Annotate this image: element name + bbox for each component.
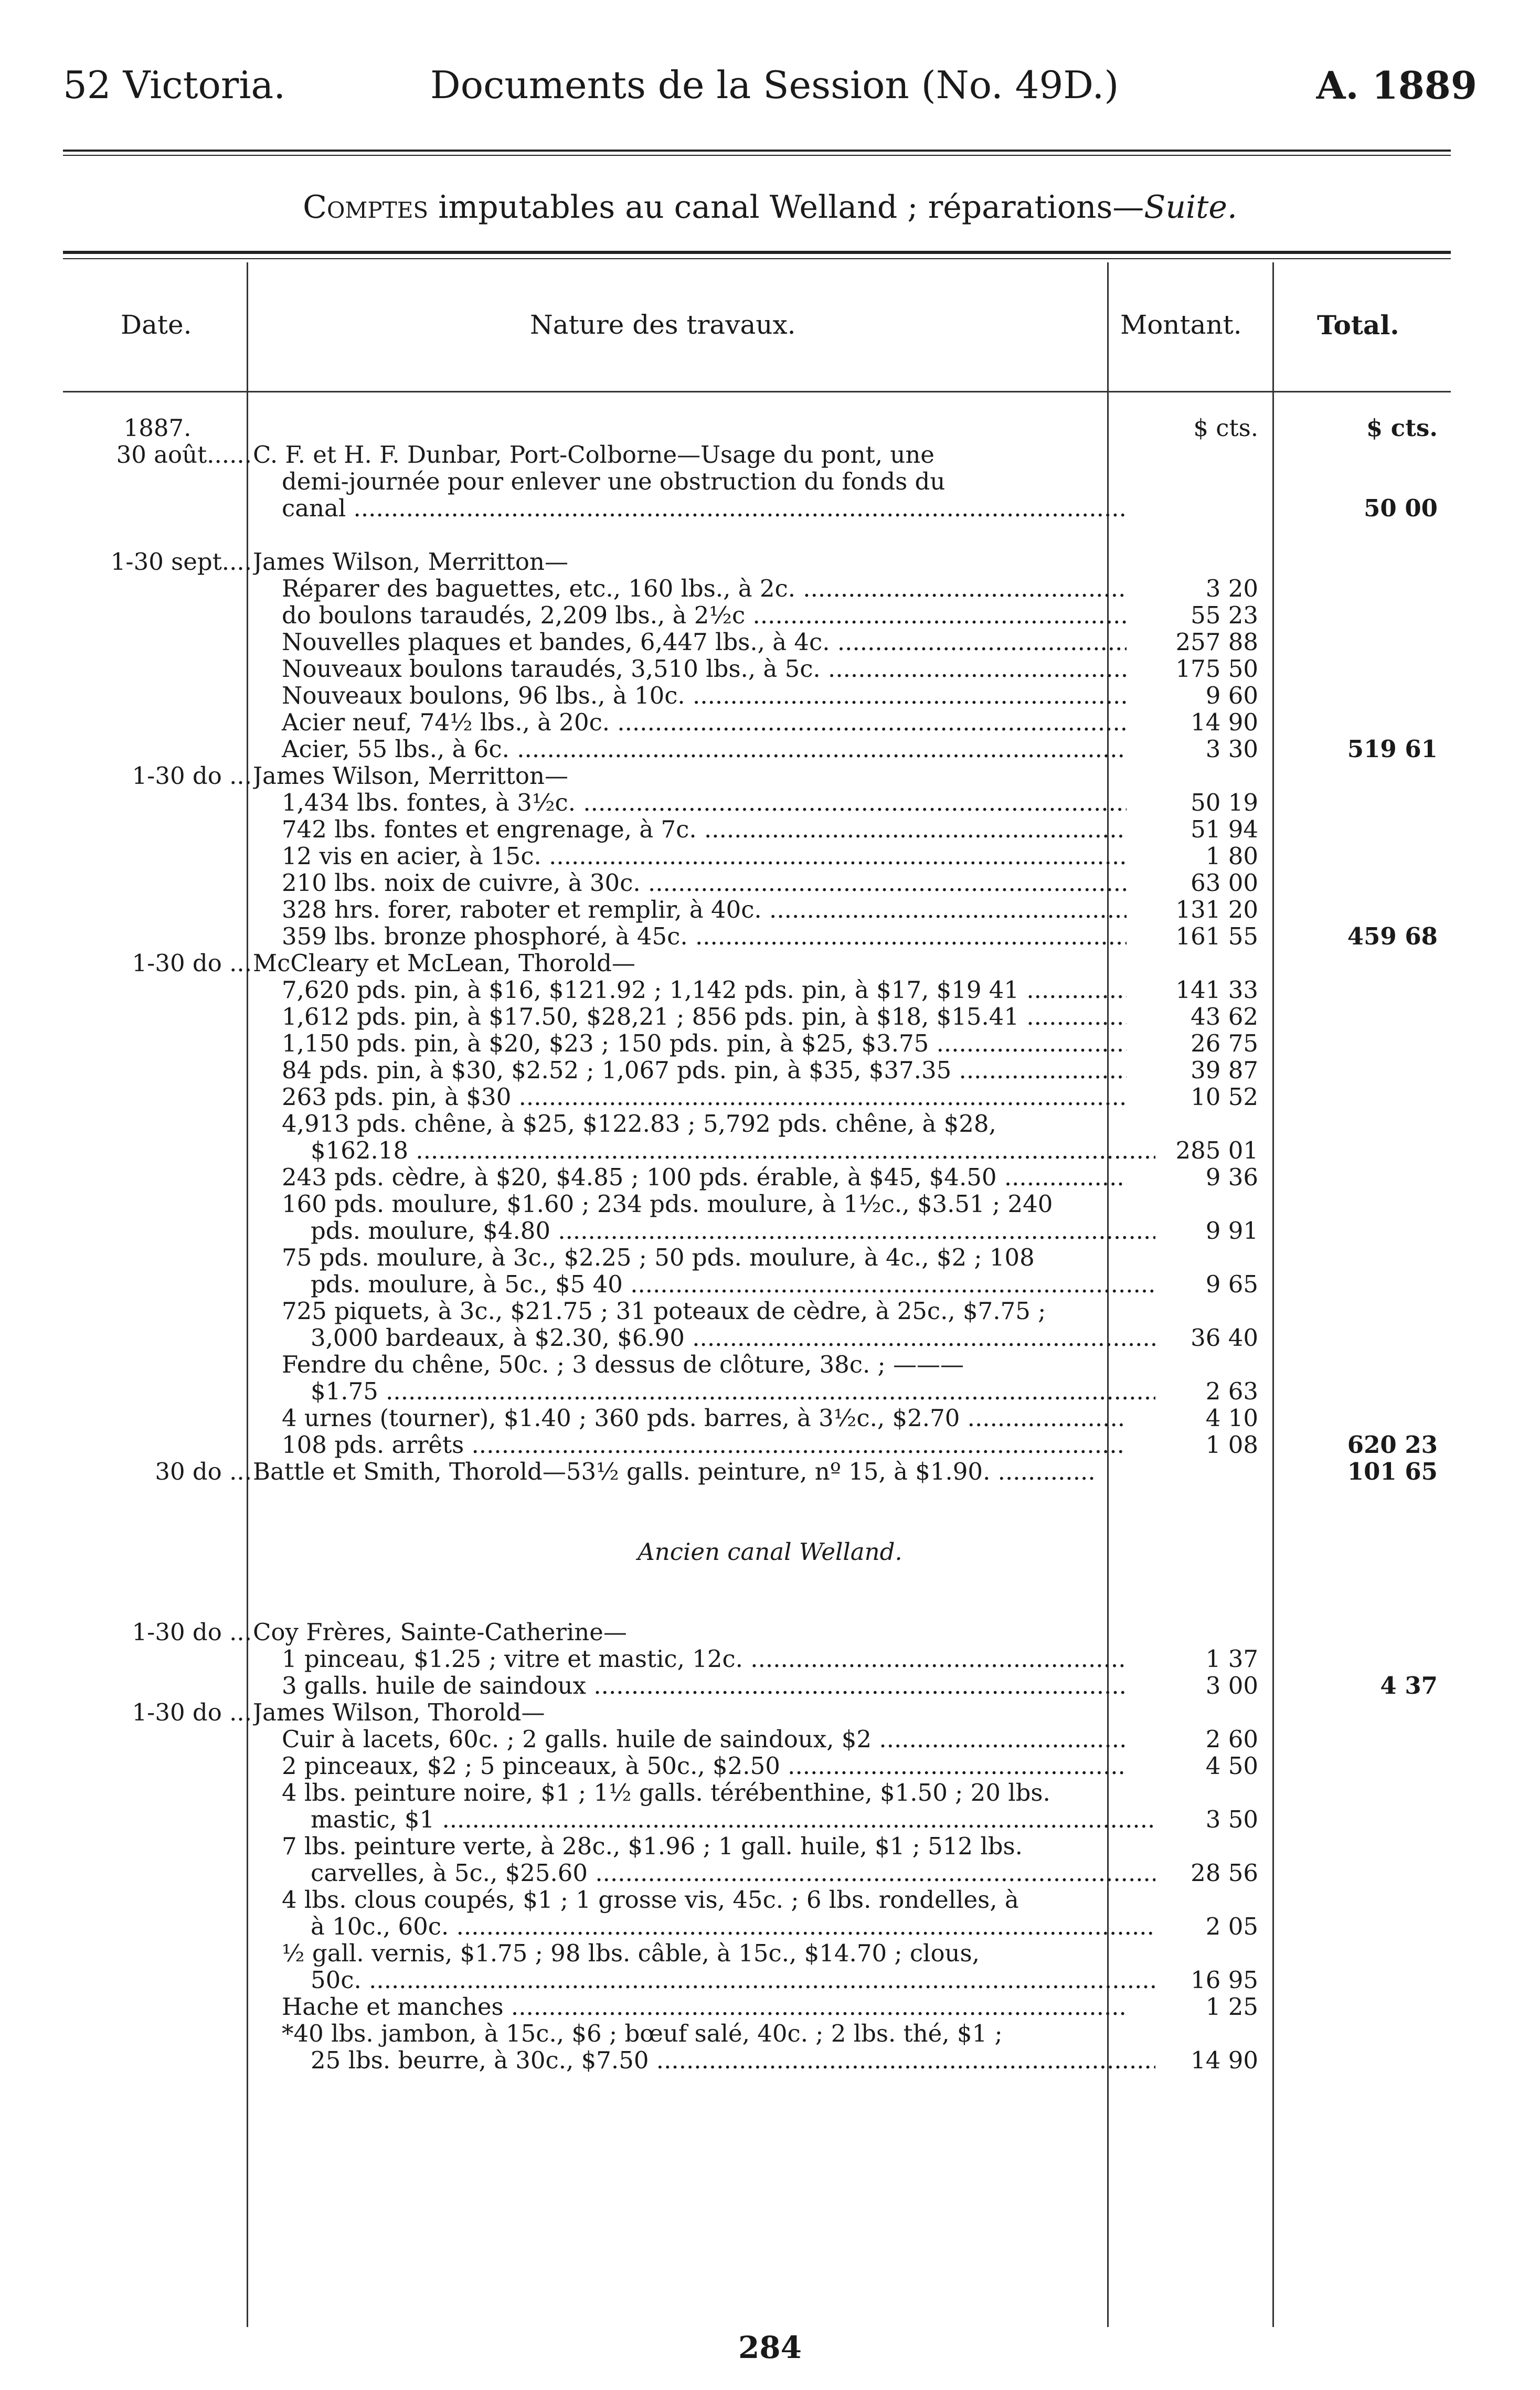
entry-amount: 9 65	[1205, 1270, 1258, 1298]
table-row	[0, 1405, 1540, 1431]
entry-description: Nouveaux boulons, 96 lbs., à 10c. .....	[253, 682, 1127, 709]
header-right: A. 1889	[1316, 63, 1477, 108]
table-row	[0, 441, 1540, 468]
entry-description: 25 lbs. beurre, à 30c., $7.50 .....	[253, 2047, 1155, 2074]
table-row	[0, 629, 1540, 655]
entry-description: 4 lbs. peinture noire, $1 ; 1½ galls. térébenthine, $1.50 ; 20 lbs.	[282, 1779, 1050, 1806]
table-row	[0, 495, 1540, 522]
entry-description: 108 pds. arrêts .....	[253, 1431, 1127, 1458]
column-header-nature: Nature des travaux.	[530, 310, 796, 340]
table-row	[0, 2020, 1540, 2047]
table-row	[0, 1619, 1540, 1645]
table-row	[0, 548, 1540, 575]
entry-description: Fendre du chêne, 50c. ; 3 dessus de clôture, 38c. ; ———	[282, 1351, 964, 1378]
table-row	[0, 1699, 1540, 1726]
table-row	[0, 1833, 1540, 1860]
table-row	[0, 1324, 1540, 1351]
year-label: 1887.	[123, 414, 192, 442]
entry-amount: 161 55	[1175, 922, 1258, 950]
entry-description: James Wilson, Thorold—	[253, 1699, 545, 1726]
spacer	[0, 522, 1540, 548]
entry-description: 328 hrs. forer, raboter et remplir, à 40c. .....	[253, 896, 1127, 923]
entry-description: 84 pds. pin, à $30, $2.52 ; 1,067 pds. pin, à $35, $37.35 .....	[253, 1057, 1127, 1084]
entry-description: Acier, 55 lbs., à 6c. .....	[253, 736, 1127, 762]
table-row	[0, 1351, 1540, 1378]
entry-date: 1-30 do ...	[132, 1618, 252, 1646]
ledger-rows	[0, 441, 1540, 2074]
table-row	[0, 816, 1540, 843]
table-row	[0, 1298, 1540, 1324]
caption-suite: Suite.	[1144, 189, 1237, 226]
table-row	[0, 1967, 1540, 1993]
entry-amount: 2 60	[1205, 1725, 1258, 1753]
entry-description: 50c. .....	[253, 1967, 1155, 1993]
entry-amount: 55 23	[1191, 601, 1258, 629]
entry-description: *40 lbs. jambon, à 15c., $6 ; bœuf salé, 40c. ; 2 lbs. thé, $1 ;	[282, 2020, 1003, 2047]
entry-description: 742 lbs. fontes et engrenage, à 7c. .....	[253, 816, 1127, 843]
entry-description: 7 lbs. peinture verte, à 28c., $1.96 ; 1 gall. huile, $1 ; 512 lbs.	[282, 1833, 1023, 1860]
table-row	[0, 1458, 1540, 1485]
entry-description: Acier neuf, 74½ lbs., à 20c. .....	[253, 709, 1127, 736]
entry-description: 3,000 bardeaux, à $2.30, $6.90 .....	[253, 1324, 1155, 1351]
caption-smallcaps: Comptes	[303, 189, 429, 226]
entry-date: 1-30 do ...	[132, 1698, 252, 1726]
column-header-total: Total.	[1317, 310, 1399, 341]
entry-amount: 175 50	[1175, 655, 1258, 683]
entry-description: 7,620 pds. pin, à $16, $121.92 ; 1,142 pds. pin, à $17, $19 41 .....	[253, 976, 1127, 1003]
entry-description: 263 pds. pin, à $30 .....	[253, 1084, 1127, 1110]
entry-total: 620 23	[1347, 1431, 1438, 1459]
entry-amount: 2 05	[1205, 1913, 1258, 1940]
entry-description: do boulons taraudés, 2,209 lbs., à 2½c .....	[253, 602, 1127, 629]
entry-amount: 3 30	[1205, 735, 1258, 763]
table-row	[0, 1217, 1540, 1244]
entry-amount: 1 25	[1205, 1993, 1258, 2021]
table-row	[0, 1752, 1540, 1779]
entry-total: 4 37	[1380, 1672, 1438, 1699]
spacer	[0, 1565, 1540, 1619]
table-row	[0, 1806, 1540, 1833]
entry-description: mastic, $1 .....	[253, 1806, 1155, 1833]
entry-amount: 1 37	[1205, 1645, 1258, 1673]
total-units: $ cts.	[1366, 414, 1438, 442]
entry-description: James Wilson, Merritton—	[253, 548, 568, 575]
ledger-entries	[0, 415, 1540, 2074]
table-row	[0, 1271, 1540, 1298]
entry-amount: 257 88	[1175, 628, 1258, 656]
entry-total: 459 68	[1347, 922, 1438, 950]
entry-amount: 4 50	[1205, 1752, 1258, 1780]
entry-description: 3 galls. huile de saindoux .....	[253, 1672, 1127, 1699]
table-row	[0, 1672, 1540, 1699]
entry-amount: 9 60	[1205, 682, 1258, 709]
table-row	[0, 736, 1540, 762]
entry-description: 2 pinceaux, $2 ; 5 pinceaux, à 50c., $2.50 .....	[253, 1752, 1127, 1779]
table-row	[0, 1726, 1540, 1752]
header-row-rule	[63, 391, 1451, 392]
table-row	[0, 1860, 1540, 1886]
entry-description: 1,434 lbs. fontes, à 3½c. .....	[253, 789, 1127, 816]
table-row	[0, 843, 1540, 869]
table-row	[0, 789, 1540, 816]
table-row	[0, 1913, 1540, 1940]
table-row	[0, 1057, 1540, 1084]
entry-description: ½ gall. vernis, $1.75 ; 98 lbs. câble, à 15c., $14.70 ; clous,	[282, 1940, 980, 1967]
table-row	[0, 1378, 1540, 1405]
entry-amount: 4 10	[1205, 1404, 1258, 1432]
entry-amount: 63 00	[1191, 869, 1258, 897]
table-row	[0, 976, 1540, 1003]
header-center: Documents de la Session (No. 49D.)	[430, 63, 1119, 107]
entry-amount: 3 00	[1205, 1672, 1258, 1699]
entry-description: James Wilson, Merritton—	[253, 762, 568, 789]
table-row	[0, 1003, 1540, 1030]
table-row	[0, 1244, 1540, 1271]
table-row	[0, 602, 1540, 629]
entry-date: 1-30 sept....	[110, 548, 252, 576]
entry-date: 1-30 do ...	[132, 949, 252, 977]
entry-description: 75 pds. moulure, à 3c., $2.25 ; 50 pds. moulure, à 4c., $2 ; 108	[282, 1244, 1035, 1271]
entry-description: 725 piquets, à 3c., $21.75 ; 31 poteaux de cèdre, à 25c., $7.75 ;	[282, 1298, 1046, 1324]
entry-description: 243 pds. cèdre, à $20, $4.85 ; 100 pds. érable, à $45, $4.50 .....	[253, 1164, 1127, 1191]
table-row	[0, 655, 1540, 682]
table-row	[0, 1779, 1540, 1806]
entry-amount: 3 20	[1205, 575, 1258, 602]
header-rule-thin	[63, 155, 1451, 156]
entry-description: pds. moulure, $4.80 .....	[253, 1217, 1155, 1244]
table-row	[0, 709, 1540, 736]
entry-description: Coy Frères, Sainte-Catherine—	[253, 1619, 627, 1645]
page-number: 284	[738, 2330, 802, 2365]
entry-description: Cuir à lacets, 60c. ; 2 galls. huile de saindoux, $2 .....	[253, 1726, 1127, 1752]
entry-amount: 50 19	[1191, 789, 1258, 816]
table-row	[0, 896, 1540, 923]
table-row	[0, 1164, 1540, 1191]
entry-amount: 10 52	[1191, 1083, 1258, 1111]
amount-units: $ cts.	[1193, 414, 1258, 442]
entry-amount: 26 75	[1191, 1029, 1258, 1057]
header-left: 52 Victoria.	[63, 63, 286, 107]
entry-description: 4,913 pds. chêne, à $25, $122.83 ; 5,792 pds. chêne, à $28,	[282, 1110, 996, 1137]
entry-description: C. F. et H. F. Dunbar, Port-Colborne—Usage du pont, une	[253, 441, 934, 468]
entry-description: 359 lbs. bronze phosphoré, à 45c. .....	[253, 923, 1127, 950]
entry-amount: 51 94	[1191, 815, 1258, 843]
table-row	[0, 869, 1540, 896]
entry-amount: 14 90	[1191, 2046, 1258, 2074]
caption-rule-thin	[63, 258, 1451, 259]
table-row	[0, 1645, 1540, 1672]
entry-description: canal .....	[253, 495, 1127, 522]
table-row	[0, 950, 1540, 976]
entry-amount: 14 90	[1191, 708, 1258, 736]
entry-description: 4 urnes (tourner), $1.40 ; 360 pds. barres, à 3½c., $2.70 .....	[253, 1405, 1127, 1431]
table-row	[0, 1137, 1540, 1164]
table-row	[0, 1993, 1540, 2020]
entry-date: 30 août......	[116, 441, 252, 469]
entry-amount: 1 08	[1205, 1431, 1258, 1459]
table-row	[0, 1110, 1540, 1137]
entry-total: 519 61	[1347, 735, 1438, 763]
entry-date: 1-30 do ...	[132, 762, 252, 790]
entry-description: Nouveaux boulons taraudés, 3,510 lbs., à 5c. .....	[253, 655, 1127, 682]
entry-amount: 285 01	[1175, 1136, 1258, 1164]
entry-description: Hache et manches .....	[253, 1993, 1127, 2020]
table-row	[0, 1084, 1540, 1110]
entry-amount: 1 80	[1205, 842, 1258, 870]
table-caption	[0, 189, 1540, 226]
caption-text: imputables au canal Welland ; réparations—	[428, 189, 1144, 226]
table-row	[0, 1538, 1540, 1565]
entry-amount: 43 62	[1191, 1003, 1258, 1031]
table-row	[0, 468, 1540, 495]
entry-description: à 10c., 60c. .....	[253, 1913, 1155, 1940]
table-row	[0, 1431, 1540, 1458]
entry-amount: 16 95	[1191, 1966, 1258, 1994]
entry-description: Battle et Smith, Thorold—53½ galls. peinture, nº 15, à $1.90. .....	[253, 1458, 1098, 1485]
entry-amount: 3 50	[1205, 1805, 1258, 1833]
entry-description: 210 lbs. noix de cuivre, à 30c. .....	[253, 869, 1127, 896]
entry-description: 1 pinceau, $1.25 ; vitre et mastic, 12c. .....	[253, 1645, 1127, 1672]
header-rule	[63, 150, 1451, 152]
entry-amount: 131 20	[1175, 896, 1258, 923]
spacer	[0, 1485, 1540, 1538]
entry-description: 4 lbs. clous coupés, $1 ; 1 grosse vis, 45c. ; 6 lbs. rondelles, à	[282, 1886, 1019, 1913]
entry-description: 12 vis en acier, à 15c. .....	[253, 843, 1127, 869]
entry-description: carvelles, à 5c., $25.60 .....	[253, 1860, 1155, 1886]
entry-total: 101 65	[1347, 1458, 1438, 1485]
entry-date: 30 do ...	[155, 1458, 252, 1485]
entry-total: 50 00	[1364, 494, 1438, 522]
column-header-date: Date.	[121, 310, 192, 340]
table-row	[0, 575, 1540, 602]
entry-amount: 9 91	[1205, 1217, 1258, 1245]
entry-description: 1,150 pds. pin, à $20, $23 ; 150 pds. pin, à $25, $3.75 .....	[253, 1030, 1127, 1057]
units-row	[0, 415, 1540, 441]
table-row	[0, 1940, 1540, 1967]
entry-amount: 9 36	[1205, 1163, 1258, 1191]
caption-rule	[63, 251, 1451, 254]
column-header-amount: Montant.	[1120, 310, 1242, 340]
entry-description: demi-journée pour enlever une obstruction du fonds du	[282, 468, 946, 495]
entry-description: $162.18 .....	[253, 1137, 1155, 1164]
entry-description: pds. moulure, à 5c., $5 40 .....	[253, 1271, 1155, 1298]
table-row	[0, 762, 1540, 789]
entry-description: $1.75 .....	[253, 1378, 1155, 1405]
entry-description: 1,612 pds. pin, à $17.50, $28,21 ; 856 pds. pin, à $18, $15.41 .....	[253, 1003, 1127, 1030]
entry-amount: 141 33	[1175, 976, 1258, 1004]
section-heading: Ancien canal Welland.	[638, 1538, 902, 1566]
entry-amount: 39 87	[1191, 1056, 1258, 1084]
table-row	[0, 1886, 1540, 1913]
entry-description: 160 pds. moulure, $1.60 ; 234 pds. moulure, à 1½c., $3.51 ; 240	[282, 1191, 1053, 1217]
entry-description: McCleary et McLean, Thorold—	[253, 950, 635, 976]
table-row	[0, 1191, 1540, 1217]
running-header	[63, 63, 1477, 126]
entry-description: Nouvelles plaques et bandes, 6,447 lbs., à 4c. .....	[253, 629, 1127, 655]
entry-amount: 36 40	[1191, 1324, 1258, 1352]
entry-amount: 2 63	[1205, 1377, 1258, 1405]
table-row	[0, 923, 1540, 950]
table-row	[0, 2047, 1540, 2074]
entry-description: Réparer des baguettes, etc., 160 lbs., à 2c. .....	[253, 575, 1127, 602]
table-row	[0, 682, 1540, 709]
table-row	[0, 1030, 1540, 1057]
entry-amount: 28 56	[1191, 1859, 1258, 1887]
